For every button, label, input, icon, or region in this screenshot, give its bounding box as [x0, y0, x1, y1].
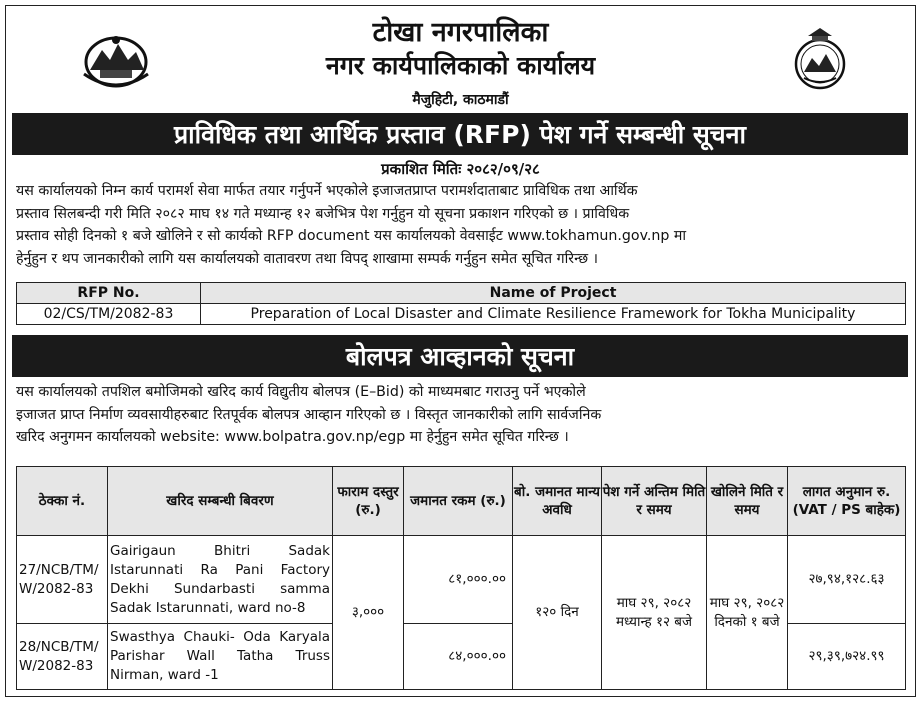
rfp-body-line: यस कार्यालयको निम्न कार्य परामर्श सेवा मार्फत तयार गर्नुपर्ने भएकोले इजाजतप्राप्त परामर्शदाताबाट प्राविधिक तथा आर्थिक	[16, 183, 638, 199]
contract-no: 28/NCB/TM/W/2082-83	[17, 624, 108, 690]
header-contract-no: ठेक्का नं.	[17, 467, 108, 536]
cost-estimate: २७,९४,१२८.६३	[788, 536, 906, 624]
rfp-body-line: प्रस्ताव सोही दिनको १ बजे खोलिने र सो कार्यको RFP document यस कार्यालयको वेवसाईट www.tokhamun.gov.np मा	[16, 228, 687, 244]
form-fee: ३,०००	[333, 536, 404, 690]
opening-time: माघ २९, २०८२ दिनको १ बजे	[707, 536, 788, 690]
header-submission: पेश गर्ने अन्तिम मिति र समय	[602, 467, 707, 536]
bid-notice-body	[16, 381, 906, 449]
bid-security: ८१,०००.००	[404, 536, 513, 624]
table-row	[17, 304, 906, 325]
submission-deadline: माघ २९, २०८२ मध्यान्ह १२ बजे	[602, 536, 707, 690]
header-estimate: लागत अनुमान रु. (VAT / PS बाहेक)	[788, 467, 906, 536]
cost-estimate: २९,३९,७२४.९९	[788, 624, 906, 690]
rfp-notice-body	[16, 180, 906, 270]
rfp-table	[16, 282, 906, 325]
work-description: Gairigaun Bhitri Sadak Istarunnati Ra Pani Factory Dekhi Sundarbasti samma Sadak Istarunnati, ward no-8	[108, 536, 333, 624]
project-name: Preparation of Local Disaster and Climate Resilience Framework for Tokha Municipality	[201, 304, 906, 325]
rfp-body-line: प्रस्ताव सिलबन्दी गरी मिति २०८२ माघ १४ गते मध्यान्ह १२ बजेभित्र पेश गर्नुहुन यो सूचना प्रकाशन गरिएको छ । प्राविधिक	[16, 205, 630, 222]
rfp-header-no: RFP No.	[17, 283, 201, 304]
table-row	[17, 536, 906, 624]
header-validity: बो. जमानत मान्य अवधि	[513, 467, 602, 536]
bid-validity: १२० दिन	[513, 536, 602, 690]
published-date: प्रकाशित मितिः २०८२/०९/२८	[381, 160, 540, 178]
bid-body-line: यस कार्यालयको तपशिल बमोजिमको खरिद कार्य विद्युतीय बोलपत्र (E–Bid) को माध्यमबाट गराउनु पर्ने भएकोले	[16, 384, 586, 400]
work-description: Swasthya Chauki- Oda Karyala Parishar Wall Tatha Truss Nirman, ward -1	[108, 624, 333, 690]
bid-notice-title: बोलपत्र आव्हानको सूचना	[12, 335, 908, 377]
header-form-fee: फाराम दस्तुर (रु.)	[333, 467, 404, 536]
header-opening: खोलिने मिति र समय	[707, 467, 788, 536]
rfp-header-project: Name of Project	[201, 283, 906, 304]
office-name: नगर कार्यपालिकाको कार्यालय	[325, 51, 596, 80]
bid-body-line: इजाजत प्राप्त निर्माण व्यवसायीहरुबाट रितपूर्वक बोलपत्र आव्हान गरिएको छ । विस्तृत जानकारीको लागि सार्वजनिक	[16, 406, 602, 423]
header-description: खरिद सम्बन्धी बिवरण	[108, 467, 333, 536]
office-address: मैजुहिटी, काठमाडौं	[412, 92, 509, 108]
bid-body-line: खरिद अनुगमन कार्यालयको website: www.bolpatra.gov.np/egp मा हेर्नुहुन समेत सूचित गरिन्छ ।	[16, 429, 569, 445]
municipality-name: टोखा नगरपालिका	[372, 17, 549, 48]
rfp-body-line: हेर्नुहुन र थप जानकारीको लागि यस कार्यालयको वातावरण तथा विपद् शाखामा सम्पर्क गर्नुहुन समेत सूचित गरिन्छ ।	[16, 250, 598, 267]
rfp-notice-title: प्राविधिक तथा आर्थिक प्रस्ताव (RFP) पेश गर्ने सम्बन्धी सूचना	[12, 113, 908, 155]
bid-security: ८४,०००.००	[404, 624, 513, 690]
header-security: जमानत रकम (रु.)	[404, 467, 513, 536]
tender-table	[16, 466, 906, 690]
contract-no: 27/NCB/TM/W/2082-83	[17, 536, 108, 624]
rfp-number: 02/CS/TM/2082-83	[17, 304, 201, 325]
